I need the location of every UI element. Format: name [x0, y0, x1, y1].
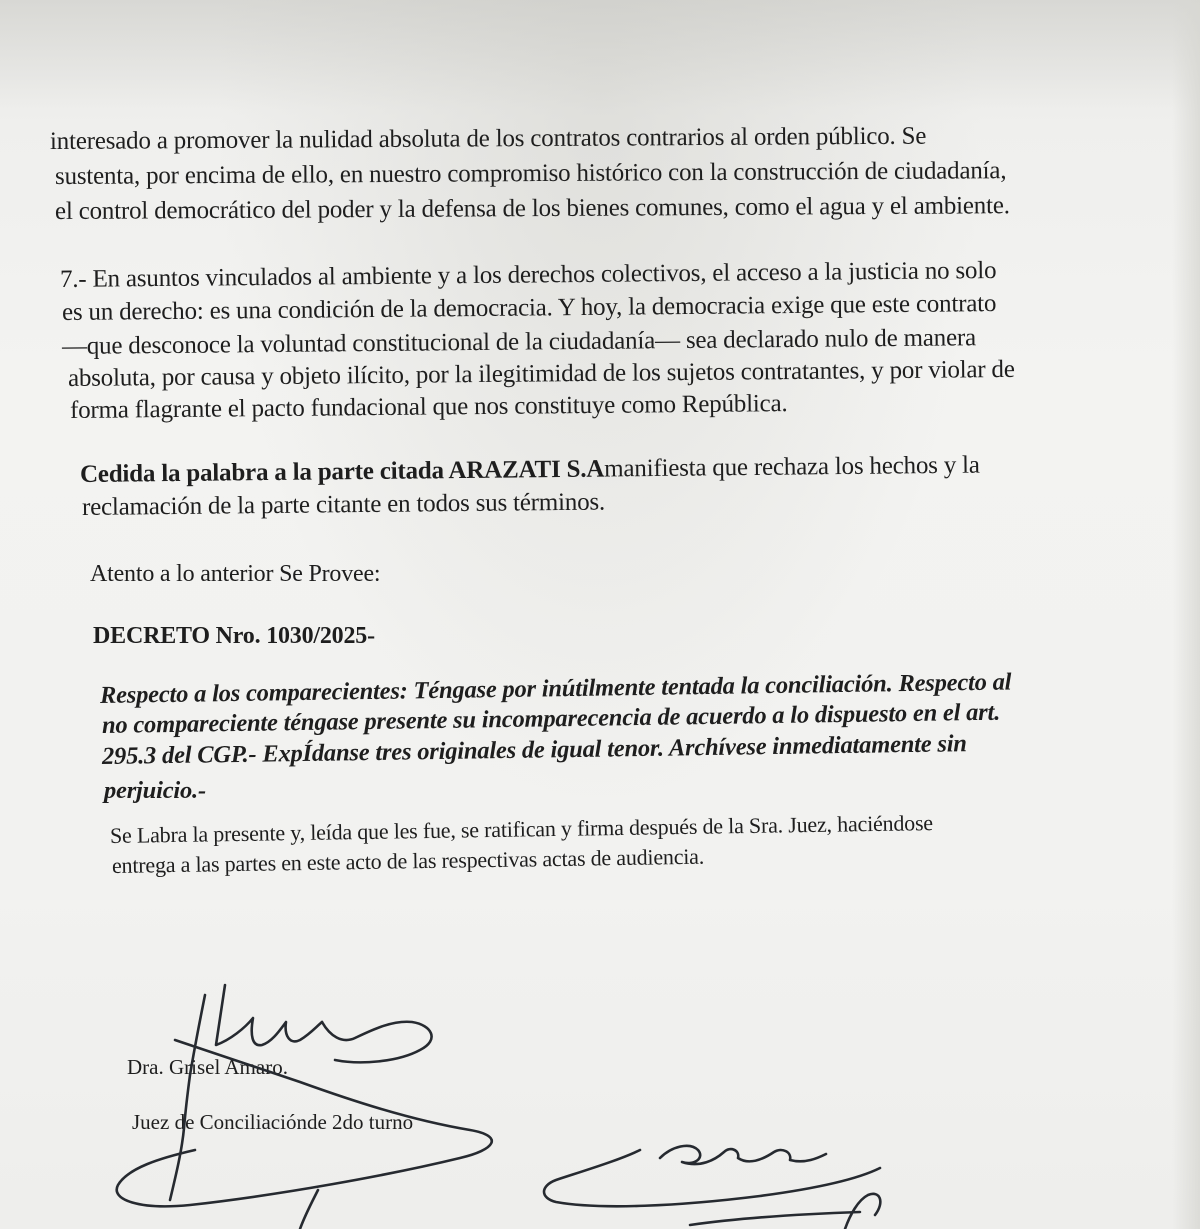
decreto-line-1: Respecto a los comparecientes: Téngase por inútilmente tentada la conciliación. Respecto al [99, 668, 1012, 709]
decreto-title: DECRETO Nro. 1030/2025- [93, 623, 375, 649]
para7-line-5: forma flagrante el pacto fundacional que nos constituye como República. [69, 390, 788, 424]
signature-judge-stroke-2 [216, 985, 322, 1045]
signature-second-stroke-3 [690, 1212, 860, 1225]
signature-second-stroke-1 [544, 1150, 880, 1206]
para7-line-1: 7.- En asuntos vinculados al ambiente y a los derechos colectivos, el acceso a la justicia no solo [59, 257, 997, 293]
signer-name: Dra. Grisel Amaro. [127, 1055, 288, 1079]
signature-judge-stroke-3 [322, 1022, 432, 1063]
decreto-line-3: 295.3 del CGP.- ExpÍdanse tres originales de igual tenor. Archívese inmediatamente sin [101, 730, 967, 770]
decreto-line-4: perjuicio.- [104, 777, 206, 804]
signature-judge-stroke-1 [170, 995, 205, 1200]
signature-judge-stroke-4 [117, 1040, 492, 1206]
cedida-line-2: reclamación de la parte citante en todos sus términos. [81, 488, 606, 521]
para7-line-4: absoluta, por causa y objeto ilícito, por la ilegitimidad de los sujetos contratantes, y por violar de [67, 355, 1015, 392]
para7-line-3: —que desconoce la voluntad constitucional de la ciudadanía— sea declarado nulo de manera [61, 324, 977, 360]
atento-line: Atento a lo anterior Se Provee: [90, 561, 381, 587]
intro-line-3: el control democrático del poder y la defensa de los bienes comunes, como el agua y el ambiente. [54, 192, 1010, 225]
para7-line-2: es un derecho: es una condición de la democracia. Y hoy, la democracia exige que este contrato [61, 290, 997, 326]
closing-line-1: Se Labra la presente y, leída que les fue, se ratifican y firma después de la Sra. Juez, haciéndose [109, 810, 934, 848]
decreto-line-2: no compareciente téngase presente su incomparecencia de acuerdo a lo dispuesto en el art. [101, 698, 1001, 739]
signer-title: Juez de Conciliaciónde 2do turno [132, 1110, 414, 1134]
cedida-bold: Cedida la palabra a la parte citada ARAZATI S.A [79, 455, 605, 488]
closing-line-2: entrega a las partes en este acto de las respectivas actas de audiencia. [111, 843, 705, 878]
signature-judge-stroke-5 [300, 1190, 318, 1229]
cedida-rest: manifiesta que rechaza los hechos y la [604, 451, 980, 483]
intro-line-1: interesado a promover la nulidad absoluta de los contratos contrarios al orden público. Se [49, 122, 927, 155]
signature-second-stroke-2 [660, 1146, 826, 1164]
intro-line-2: sustenta, por encima de ello, en nuestro compromiso histórico con la construcción de ciudadanía, [54, 157, 1007, 190]
